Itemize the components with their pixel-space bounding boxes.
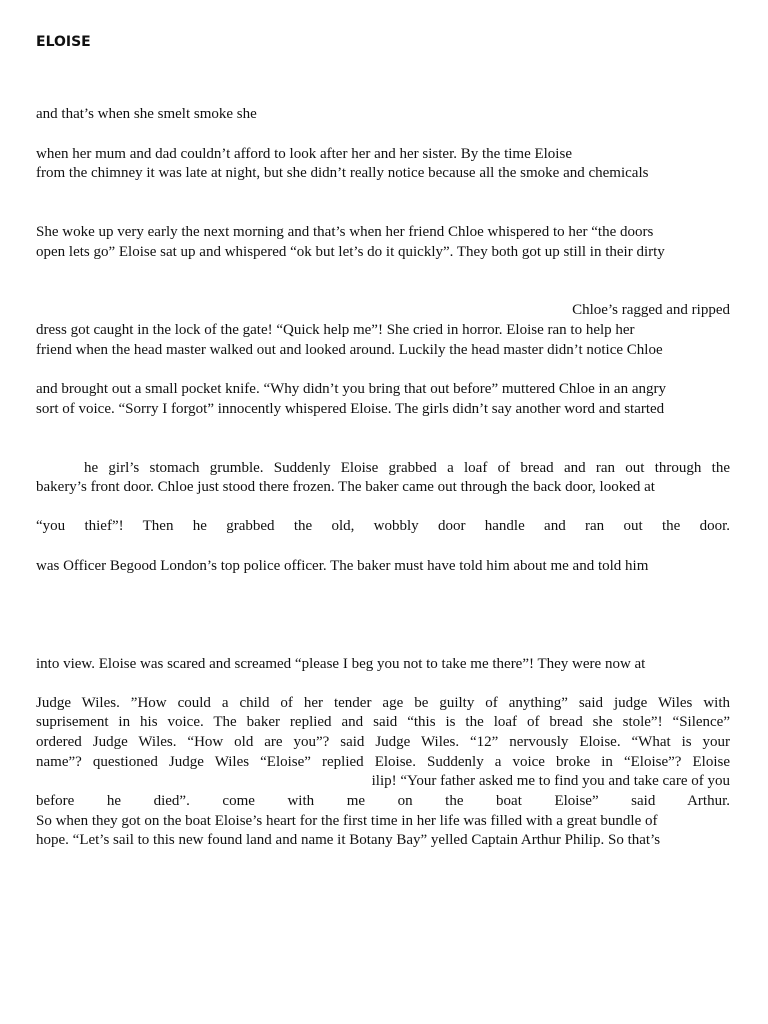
text-line: before he died”. come with me on the boat Eloise” said Arthur. <box>36 793 730 809</box>
text-line: Judge Wiles. ”How could a child of her tender age be guilty of anything” said judge Wiles with <box>36 695 730 711</box>
document-title: ELOISE <box>36 34 91 50</box>
text-line: She woke up very early the next morning and that’s when her friend Chloe whispered to her “the doors <box>36 224 654 240</box>
text-line: when her mum and dad couldn’t afford to look after her and her sister. By the time Eloise <box>36 146 572 162</box>
text-line: into view. Eloise was scared and screamed “please I beg you not to take me there”! They were now at <box>36 656 646 672</box>
text-line: open lets go” Eloise sat up and whispered “ok but let’s do it quickly”. They both got up still in their dirty <box>36 244 665 260</box>
text-line: ordered Judge Wiles. “How old are you”? said Judge Wiles. “12” nervously Eloise. “What is your <box>36 734 730 750</box>
text-line: was Officer Begood London’s top police officer. The baker must have told him about me and told him <box>36 558 649 574</box>
text-line: suprisement in his voice. The baker replied and said “this is the loaf of bread she stole”! “Silence” <box>36 714 730 730</box>
text-line: bakery’s front door. Chloe just stood there frozen. The baker came out through the back door, looked at <box>36 479 655 495</box>
text-line: and brought out a small pocket knife. “Why didn’t you bring that out before” muttered Chloe in an angry <box>36 381 666 397</box>
text-line: name”? questioned Judge Wiles “Eloise” replied Eloise. Suddenly a voice broke in “Eloise”? Eloise <box>36 754 730 770</box>
text-line: Chloe’s ragged and ripped <box>572 302 730 318</box>
text-line: from the chimney it was late at night, but she didn’t really notice because all the smoke and chemicals <box>36 165 649 181</box>
text-line: “you thief”! Then he grabbed the old, wobbly door handle and ran out the door. <box>36 518 730 534</box>
text-line: and that’s when she smelt smoke she <box>36 106 257 122</box>
text-line: friend when the head master walked out and looked around. Luckily the head master didn’t notice Chloe <box>36 342 663 358</box>
text-line: sort of voice. “Sorry I forgot” innocently whispered Eloise. The girls didn’t say another word and started <box>36 401 665 417</box>
text-line: he girl’s stomach grumble. Suddenly Eloise grabbed a loaf of bread and ran out through the <box>84 460 730 476</box>
text-line: So when they got on the boat Eloise’s heart for the first time in her life was filled with a great bundle of <box>36 813 658 829</box>
text-line: dress got caught in the lock of the gate! “Quick help me”! She cried in horror. Eloise ran to help her <box>36 322 635 338</box>
text-line: hope. “Let’s sail to this new found land and name it Botany Bay” yelled Captain Arthur Philip. So that’s <box>36 832 661 848</box>
text-line: ilip! “Your father asked me to find you and take care of you <box>371 773 730 789</box>
